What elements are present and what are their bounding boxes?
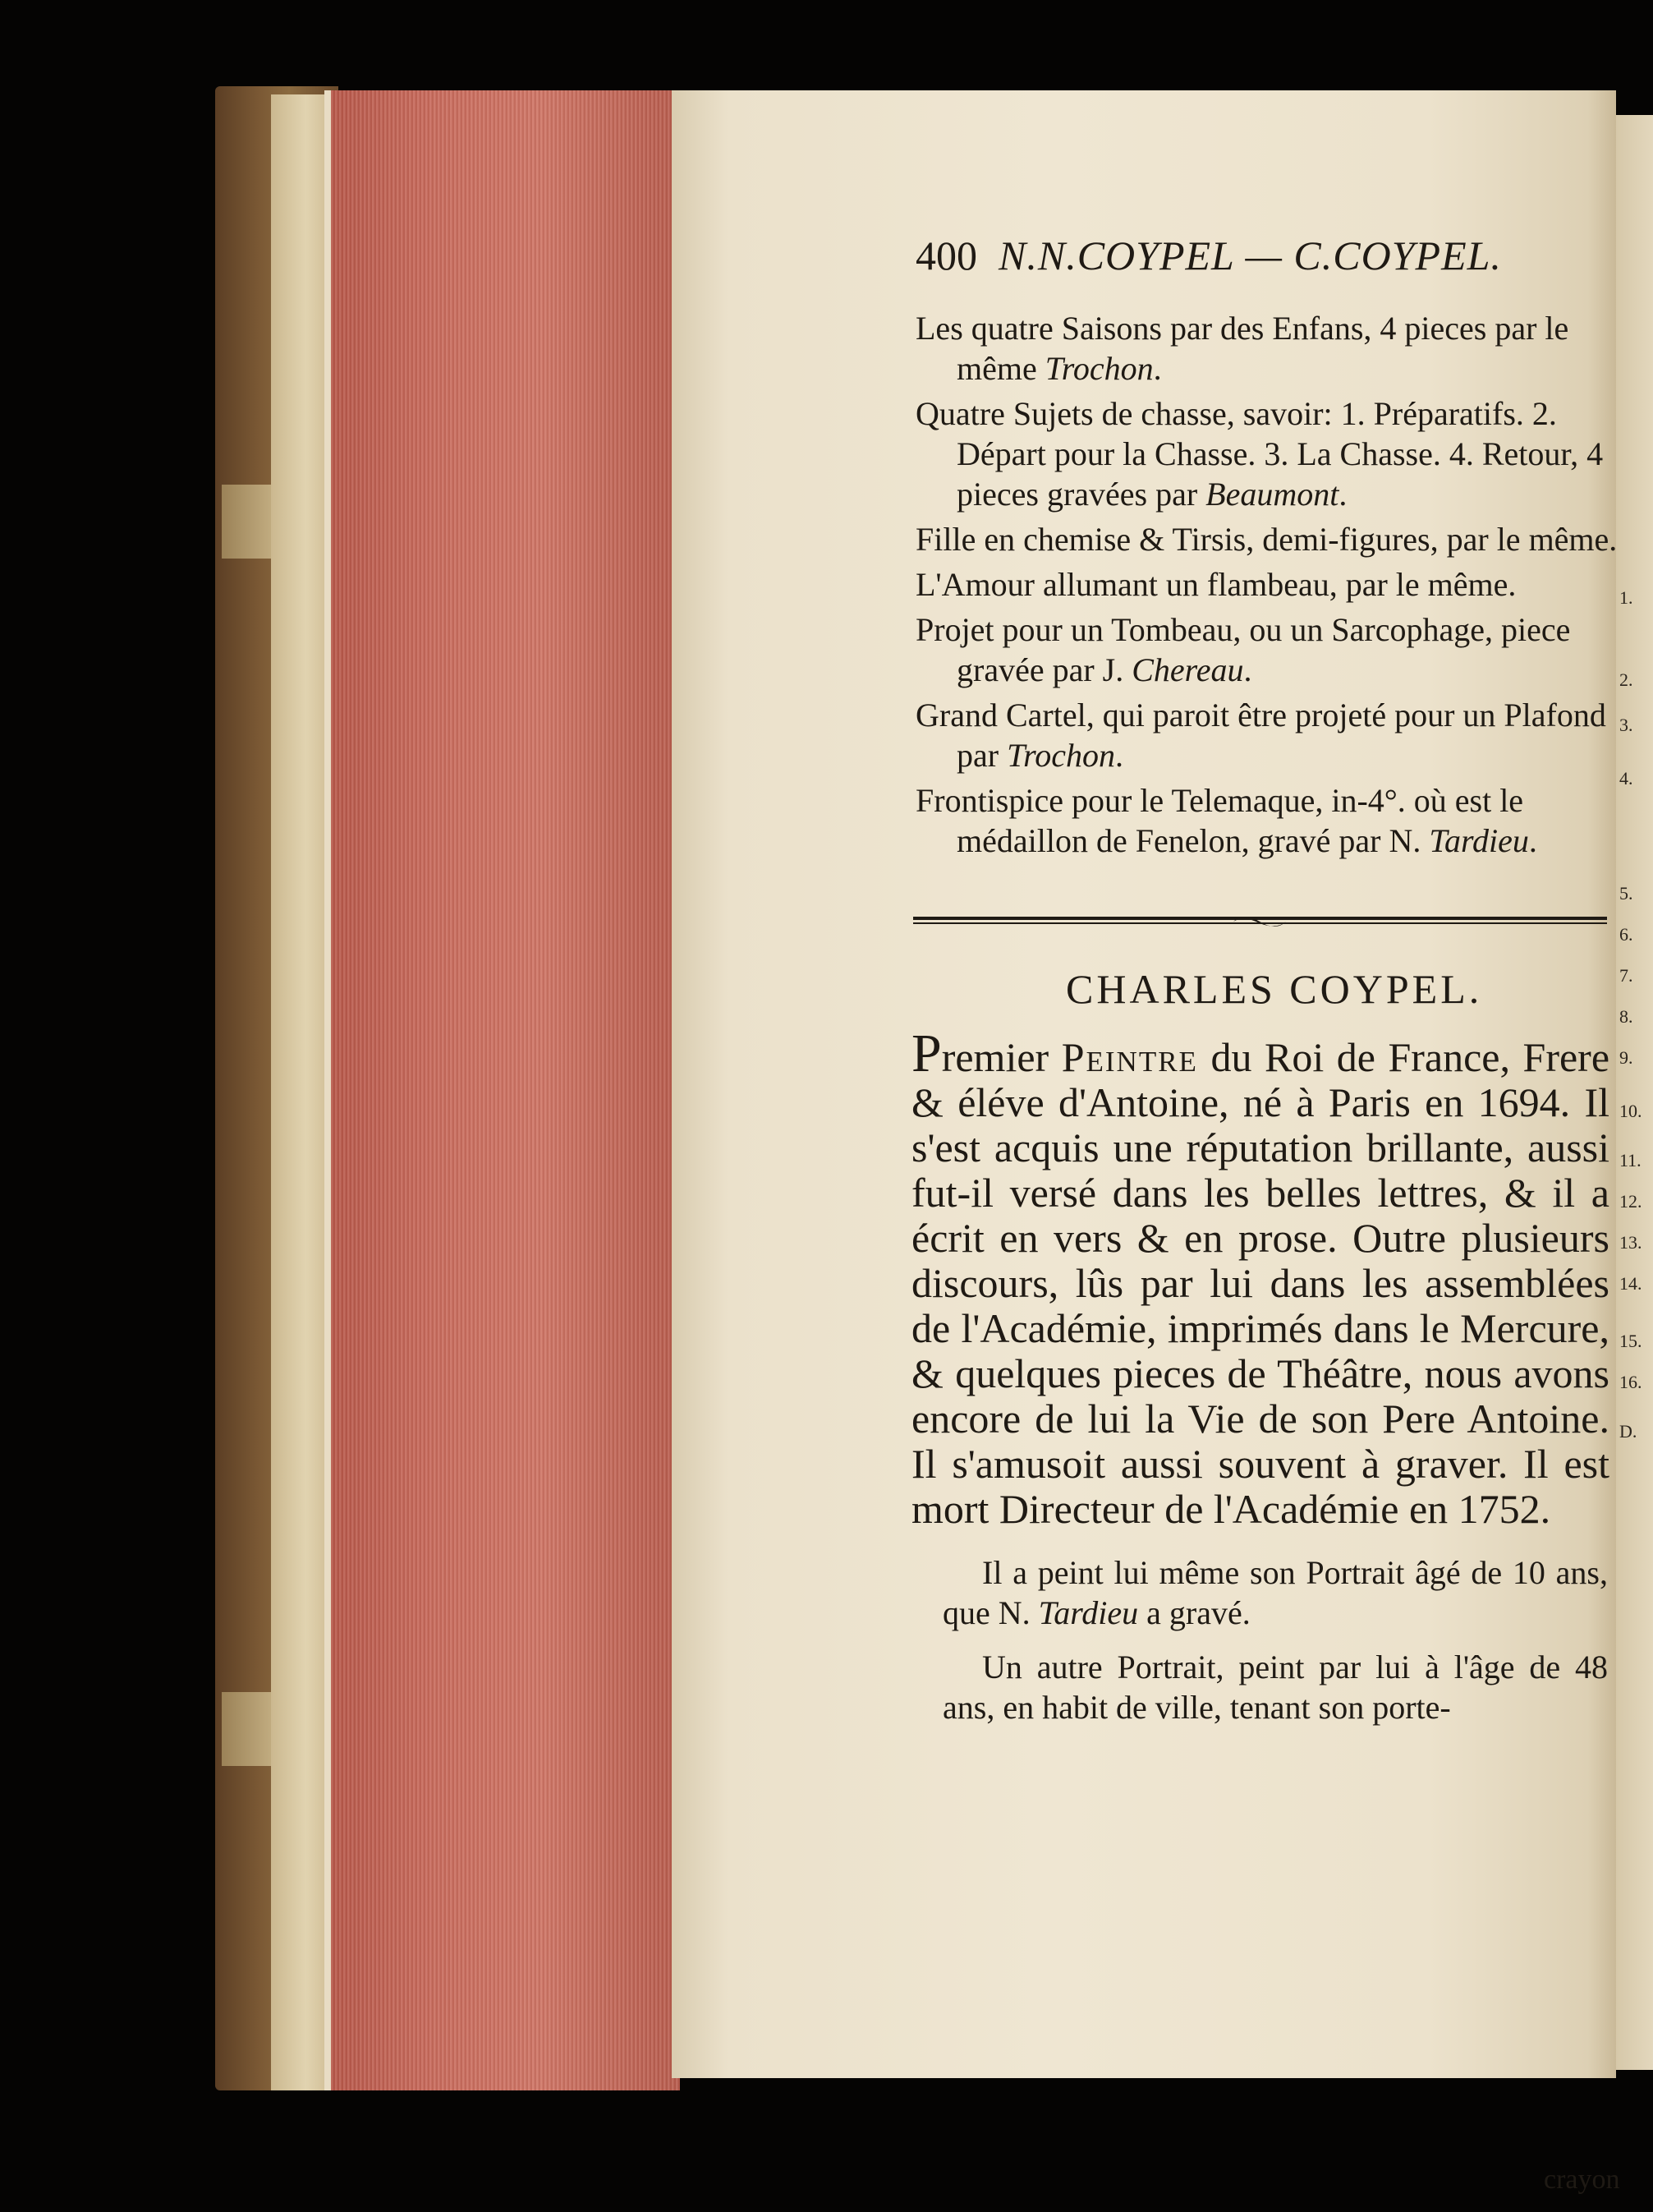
facing-page-number: 8.	[1619, 1006, 1633, 1027]
entry-item: Fille en chemise & Tirsis, demi-figures, par le même.	[916, 521, 1618, 558]
entry-item: Les quatre Saisons par des Enfans, 4 pieces par le même Trochon.	[916, 310, 1569, 387]
entry-item: Grand Cartel, qui paroit être projeté pour un Plafond par Trochon.	[916, 697, 1606, 774]
facing-page-number: 3.	[1619, 715, 1633, 735]
biography-paragraph: Premier Peintre du Roi de France, Frere & éléve d'Antoine, né à Paris en 1694. Il s'est acquis une réputation brillante, aussi fut-il versé dans les belles lettres, & il a écrit en vers & en prose. Outre plusieurs discours, lûs par lui dans les assemblées de l'Académie, imprimés dans le Mercure, & quelques pieces de Théâtre, nous avons encore de lui la Vie de son Pere Antoine. Il s'amusoit aussi souvent à graver. Il est mort Directeur de l'Académie en 1752.	[911, 1023, 1610, 1532]
facing-page-number: 16.	[1619, 1372, 1642, 1392]
facing-page-number: 1.	[1619, 587, 1633, 608]
facing-page-number: 9.	[1619, 1047, 1633, 1068]
entry-list	[916, 308, 1622, 866]
ornamental-rule	[913, 912, 1607, 931]
facing-page-number: 7.	[1619, 965, 1633, 986]
drop-cap: P	[911, 1023, 942, 1083]
entry-item: Projet pour un Tombeau, ou un Sarcophage, piece gravée par J. Chereau.	[916, 611, 1571, 688]
section-heading: CHARLES COYPEL.	[1066, 966, 1483, 1012]
facing-page-number: 15.	[1619, 1331, 1642, 1351]
facing-page-number: D.	[1619, 1421, 1637, 1442]
entry-item: Frontispice pour le Telemaque, in-4°. où est le médaillon de Fenelon, gravé par N. Tardieu.	[916, 782, 1537, 859]
facing-page-number: 13.	[1619, 1232, 1642, 1253]
facing-page-number: 4.	[1619, 768, 1633, 789]
entry-item: Quatre Sujets de chasse, savoir: 1. Préparatifs. 2. Départ pour la Chasse. 3. La Chasse. 4. Retour, 4 pieces gravées par Beaumont.	[916, 395, 1604, 513]
catchword: crayon	[1544, 2164, 1620, 2195]
page-number: 400	[916, 232, 977, 278]
running-title: N.N.COYPEL — C.COYPEL.	[999, 232, 1502, 278]
facing-page-number: 5.	[1619, 883, 1633, 904]
facing-page-number: 6.	[1619, 924, 1633, 945]
facing-page-number: 12.	[1619, 1191, 1642, 1212]
facing-page-number: 2.	[1619, 669, 1633, 690]
running-head	[916, 232, 1502, 279]
portrait-paragraph-1: Il a peint lui même son Portrait âgé de 10 ans, que N. Tardieu a gravé.	[943, 1554, 1608, 1631]
facing-page-number: 14.	[1619, 1273, 1642, 1294]
page-edges-red	[324, 90, 680, 2090]
portrait-paragraph-2: Un autre Portrait, peint par lui à l'âge de 48 ans, en habit de ville, tenant son porte-	[943, 1649, 1608, 1726]
entry-item: L'Amour allumant un flambeau, par le même.	[916, 566, 1517, 603]
facing-page-number: 11.	[1619, 1150, 1642, 1170]
facing-page-number: 10.	[1619, 1101, 1642, 1121]
